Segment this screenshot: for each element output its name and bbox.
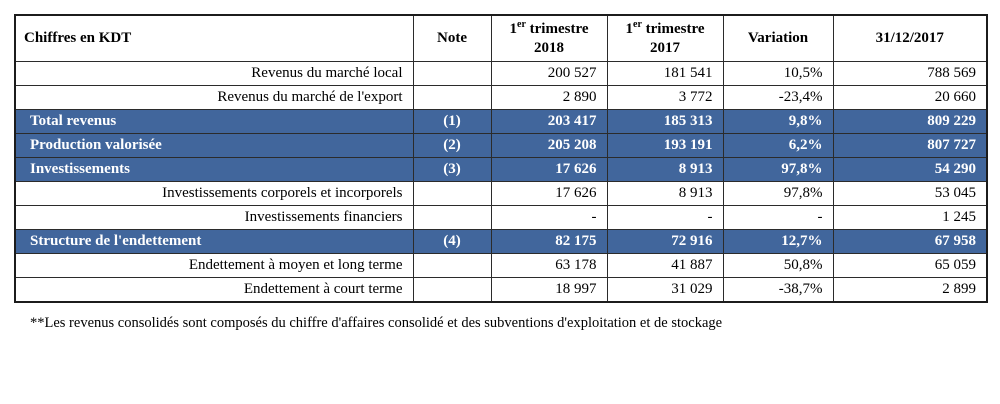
table-header (15, 15, 987, 61)
row-note (413, 85, 491, 109)
row-q1-2018: 63 178 (491, 253, 607, 277)
row-label: Endettement à moyen et long terme (15, 253, 413, 277)
column-header-q1-2018 (491, 15, 607, 61)
q1-2018-ordinal: 1 (509, 21, 517, 37)
row-date: 53 045 (833, 181, 987, 205)
row-label: Investissements corporels et incorporels (15, 181, 413, 205)
row-date: 809 229 (833, 109, 987, 133)
row-q1-2018: 203 417 (491, 109, 607, 133)
table-row (15, 253, 987, 277)
footnote: **Les revenus consolidés sont composés du chiffre d'affaires consolidé et des subventions d'exploitation et de stockage (30, 314, 723, 331)
row-variation: 97,8% (723, 157, 833, 181)
row-q1-2018: 2 890 (491, 85, 607, 109)
row-variation: 9,8% (723, 109, 833, 133)
row-q1-2017: 41 887 (607, 253, 723, 277)
row-date: 788 569 (833, 61, 987, 85)
table-row (15, 61, 987, 85)
table-row (15, 109, 987, 133)
row-q1-2018: 18 997 (491, 277, 607, 302)
row-note (413, 181, 491, 205)
row-date: 2 899 (833, 277, 987, 302)
column-header-q1-2017 (607, 15, 723, 61)
q1-2017-year: 2017 (650, 39, 680, 56)
row-q1-2017: 8 913 (607, 181, 723, 205)
table-body (15, 61, 987, 302)
row-label: Total revenus (15, 109, 413, 133)
table-row (15, 85, 987, 109)
row-q1-2017: 72 916 (607, 229, 723, 253)
row-date: 20 660 (833, 85, 987, 109)
row-note (413, 61, 491, 85)
row-date: 1 245 (833, 205, 987, 229)
row-note: (1) (413, 109, 491, 133)
row-q1-2018: 200 527 (491, 61, 607, 85)
row-q1-2017: 31 029 (607, 277, 723, 302)
row-variation: -38,7% (723, 277, 833, 302)
row-q1-2017: - (607, 205, 723, 229)
row-q1-2018: 82 175 (491, 229, 607, 253)
row-date: 67 958 (833, 229, 987, 253)
table-header-row (15, 15, 987, 61)
row-q1-2017: 3 772 (607, 85, 723, 109)
row-q1-2018: 17 626 (491, 157, 607, 181)
table-row (15, 157, 987, 181)
row-variation: -23,4% (723, 85, 833, 109)
row-variation: - (723, 205, 833, 229)
q1-2018-word: trimestre (525, 21, 589, 37)
row-label: Endettement à court terme (15, 277, 413, 302)
row-variation: 97,8% (723, 181, 833, 205)
column-header-note: Note (413, 15, 491, 61)
row-q1-2018: - (491, 205, 607, 229)
row-variation: 6,2% (723, 133, 833, 157)
row-q1-2017: 8 913 (607, 157, 723, 181)
table-row (15, 181, 987, 205)
row-label: Investissements (15, 157, 413, 181)
row-date: 65 059 (833, 253, 987, 277)
row-variation: 10,5% (723, 61, 833, 85)
row-note: (2) (413, 133, 491, 157)
table-row (15, 229, 987, 253)
row-label: Production valorisée (15, 133, 413, 157)
column-header-variation: Variation (723, 15, 833, 61)
row-q1-2017: 185 313 (607, 109, 723, 133)
row-note: (3) (413, 157, 491, 181)
q1-2018-superscript: er (517, 19, 526, 30)
row-label: Revenus du marché local (15, 61, 413, 85)
column-header-label: Chiffres en KDT (15, 15, 413, 61)
q1-2017-superscript: er (633, 19, 642, 30)
q1-2017-word: trimestre (641, 21, 705, 37)
row-q1-2018: 17 626 (491, 181, 607, 205)
row-q1-2017: 181 541 (607, 61, 723, 85)
row-note (413, 277, 491, 302)
row-note (413, 205, 491, 229)
row-date: 54 290 (833, 157, 987, 181)
row-note (413, 253, 491, 277)
financial-table (14, 14, 988, 303)
row-q1-2018: 205 208 (491, 133, 607, 157)
row-label: Structure de l'endettement (15, 229, 413, 253)
row-q1-2017: 193 191 (607, 133, 723, 157)
column-header-date: 31/12/2017 (833, 15, 987, 61)
row-variation: 50,8% (723, 253, 833, 277)
row-label: Investissements financiers (15, 205, 413, 229)
q1-2018-year: 2018 (534, 39, 564, 56)
row-variation: 12,7% (723, 229, 833, 253)
row-label: Revenus du marché de l'export (15, 85, 413, 109)
row-date: 807 727 (833, 133, 987, 157)
row-note: (4) (413, 229, 491, 253)
table-row (15, 205, 987, 229)
table-row (15, 133, 987, 157)
table-row (15, 277, 987, 302)
q1-2017-ordinal: 1 (625, 21, 633, 37)
